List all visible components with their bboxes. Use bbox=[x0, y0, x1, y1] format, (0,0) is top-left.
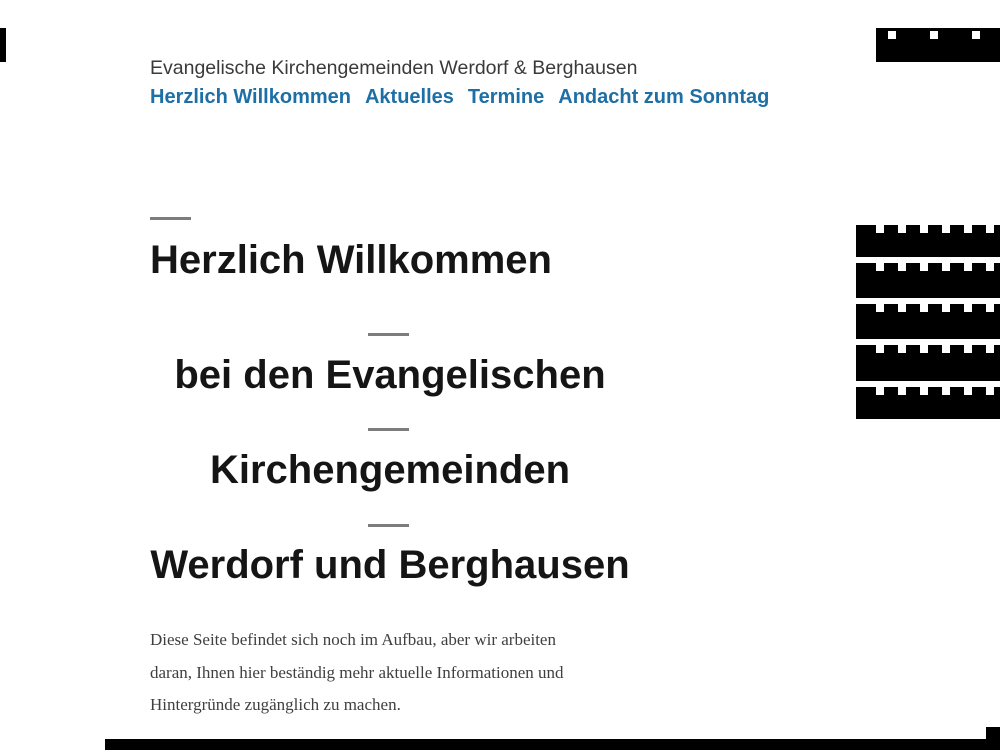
heading-kirchengemeinden: Kirchengemeinden bbox=[209, 448, 571, 492]
intro-line: Hintergründe zugänglich zu machen. bbox=[150, 695, 401, 714]
heading-separator bbox=[368, 524, 409, 527]
artifact-notch bbox=[930, 31, 938, 39]
nav-link-herzlich-willkommen[interactable]: Herzlich Willkommen bbox=[150, 86, 351, 108]
artifact-block-bottom bbox=[105, 739, 1000, 750]
artifact-notch-row bbox=[862, 225, 1000, 233]
site-title: Evangelische Kirchengemeinden Werdorf & Berghausen bbox=[150, 57, 638, 79]
artifact-notch-row bbox=[862, 345, 1000, 353]
nav-link-andacht-zum-sonntag[interactable]: Andacht zum Sonntag bbox=[558, 86, 770, 108]
intro-paragraph bbox=[150, 624, 620, 722]
nav-link-aktuelles[interactable]: Aktuelles bbox=[364, 86, 454, 108]
nav-link-termine[interactable]: Termine bbox=[467, 86, 545, 108]
artifact-block-bottom-corner bbox=[986, 727, 1000, 750]
artifact-notch bbox=[972, 31, 980, 39]
heading-separator bbox=[368, 428, 409, 431]
heading-bei-den-evangelischen: bei den Evangelischen bbox=[174, 353, 606, 397]
artifact-block-right-middle bbox=[856, 225, 1000, 419]
artifact-notch-row bbox=[862, 387, 1000, 395]
welcome-heading: Herzlich Willkommen bbox=[150, 238, 552, 282]
intro-line: daran, Ihnen hier beständig mehr aktuelle Informationen und bbox=[150, 662, 564, 682]
artifact-block-left-edge bbox=[0, 28, 6, 62]
heading-werdorf-und-berghausen: Werdorf und Berghausen bbox=[150, 543, 630, 587]
heading-separator bbox=[368, 333, 409, 336]
heading-separator bbox=[150, 217, 191, 220]
artifact-notch-row bbox=[862, 304, 1000, 312]
intro-line: Diese Seite befindet sich noch im Aufbau, aber wir arbeiten bbox=[150, 630, 556, 649]
artifact-block-top-right bbox=[876, 28, 1000, 62]
artifact-notch bbox=[888, 31, 896, 39]
artifact-notch-row bbox=[862, 263, 1000, 271]
main-nav bbox=[150, 84, 769, 111]
